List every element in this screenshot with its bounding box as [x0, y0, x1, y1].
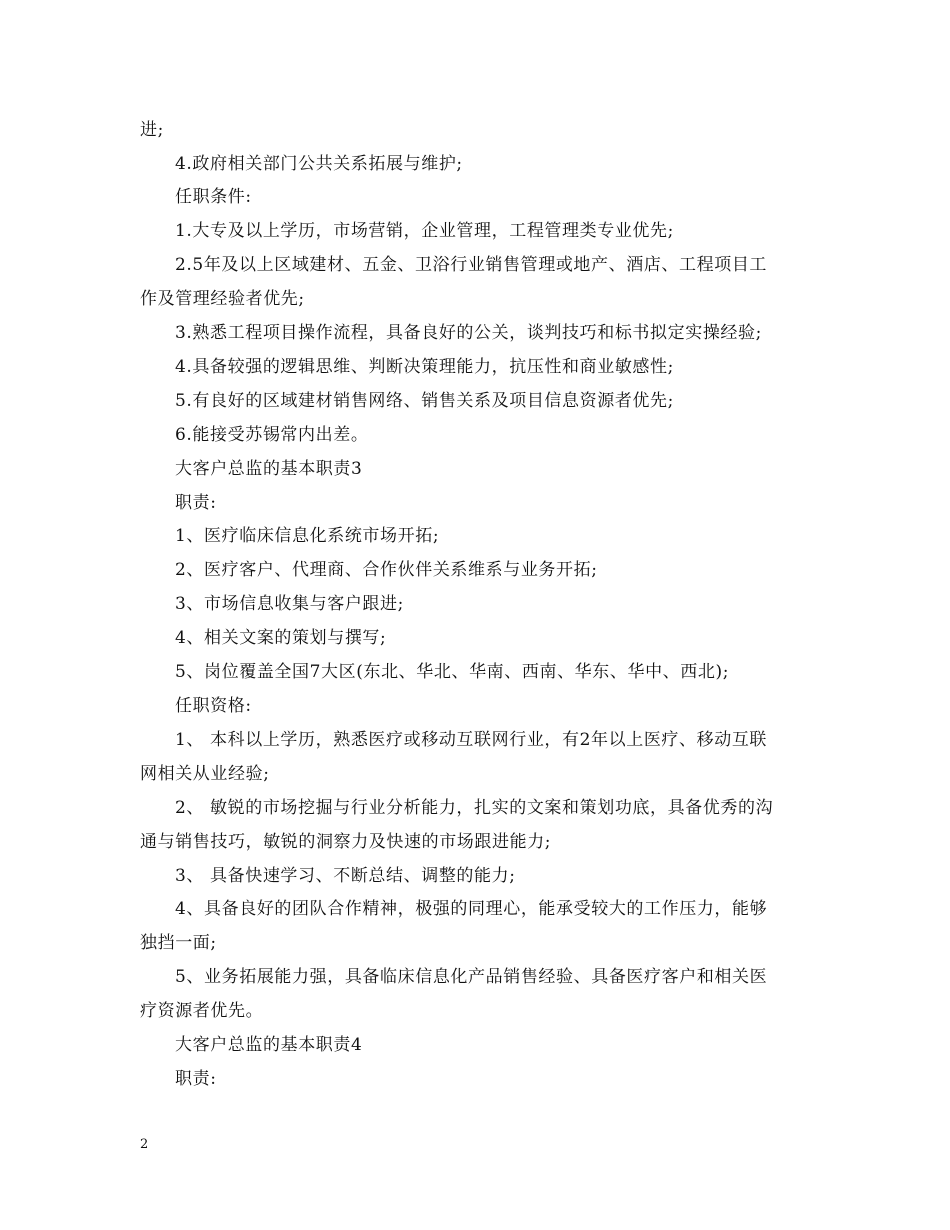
text-line: 1.大专及以上学历，市场营销，企业管理，工程管理类专业优先; [175, 221, 674, 241]
text-line: 作及管理经验者优先; [140, 289, 305, 309]
section-heading: 大客户总监的基本职责3 [175, 459, 363, 479]
text-line: 疗资源者优先。 [140, 1001, 264, 1021]
text-line: 4.具备较强的逻辑思维、判断决策理能力，抗压性和商业敏感性; [175, 357, 674, 377]
text-line: 4.政府相关部门公共关系拓展与维护; [175, 154, 463, 174]
section-heading: 任职资格: [175, 696, 252, 716]
text-line: 2.5年及以上区域建材、五金、卫浴行业销售管理或地产、酒店、工程项目工 [175, 255, 768, 275]
text-line: 进; [140, 120, 164, 140]
text-line: 5、岗位覆盖全国7大区(东北、华北、华南、西南、华东、华中、西北); [175, 662, 730, 682]
text-line: 3、 具备快速学习、不断总结、调整的能力; [175, 866, 516, 886]
text-line: 5、业务拓展能力强，具备临床信息化产品销售经验、具备医疗客户和相关医 [175, 967, 768, 987]
text-line: 5.有良好的区域建材销售网络、销售关系及项目信息资源者优先; [175, 391, 674, 411]
text-line: 4、具备良好的团队合作精神，极强的同理心，能承受较大的工作压力，能够 [175, 899, 768, 919]
text-line: 1、 本科以上学历，熟悉医疗或移动互联网行业，有2年以上医疗、移动互联 [175, 730, 768, 750]
text-line: 6.能接受苏锡常内出差。 [175, 425, 369, 445]
text-line: 独挡一面; [140, 933, 217, 953]
text-line: 3.熟悉工程项目操作流程，具备良好的公关，谈判技巧和标书拟定实操经验; [175, 323, 762, 343]
text-line: 通与销售技巧，敏锐的洞察力及快速的市场跟进能力; [140, 832, 552, 852]
section-heading: 任职条件: [175, 187, 252, 207]
section-heading: 大客户总监的基本职责4 [175, 1035, 363, 1055]
section-heading: 职责: [175, 1069, 217, 1089]
page-number: 2 [140, 1137, 149, 1152]
text-line: 2、 敏锐的市场挖掘与行业分析能力，扎实的文案和策划功底，具备优秀的沟 [175, 798, 774, 818]
text-line: 3、市场信息收集与客户跟进; [175, 594, 404, 614]
text-line: 2、医疗客户、代理商、合作伙伴关系维系与业务开拓; [175, 560, 598, 580]
section-heading: 职责: [175, 493, 217, 513]
text-line: 1、医疗临床信息化系统市场开拓; [175, 526, 440, 546]
text-line: 4、相关文案的策划与撰写; [175, 628, 387, 648]
text-line: 网相关从业经验; [140, 764, 270, 784]
